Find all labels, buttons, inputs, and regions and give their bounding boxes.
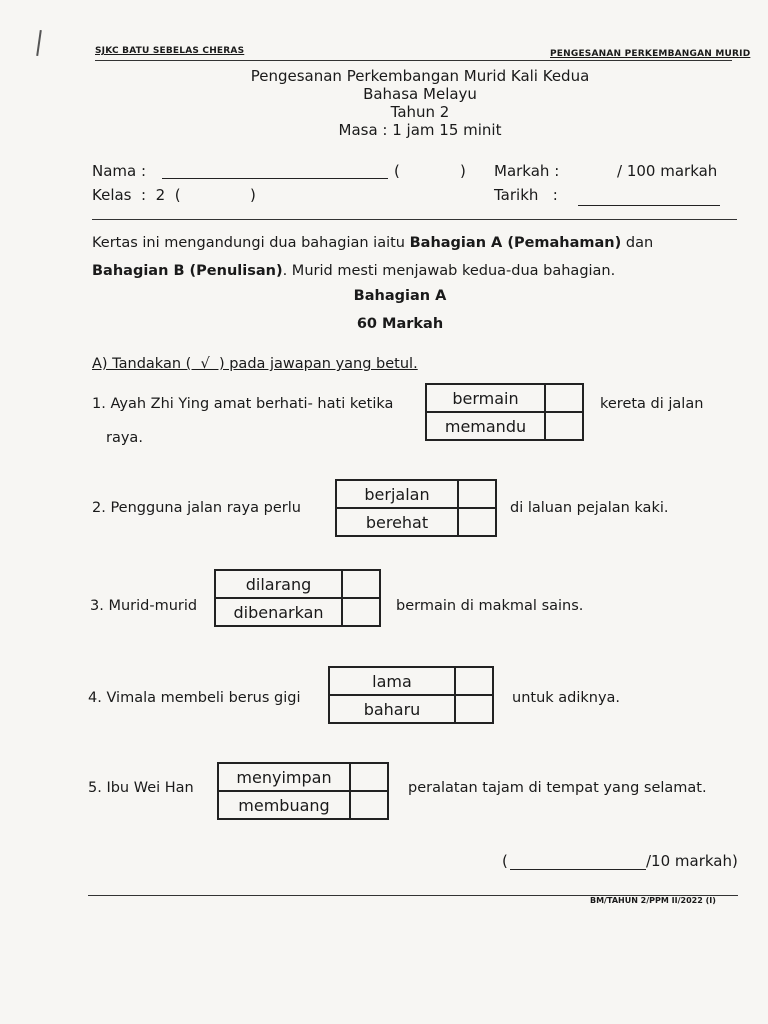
option-3a-checkbox[interactable] bbox=[342, 570, 380, 598]
class-bracket-close: ) bbox=[250, 186, 256, 204]
header-rule bbox=[95, 60, 732, 61]
option-3a-label: dilarang bbox=[215, 570, 342, 598]
name-label: Nama : bbox=[92, 162, 147, 180]
pencil-mark bbox=[36, 30, 42, 56]
option-4a-label: lama bbox=[329, 667, 455, 695]
question-5-options bbox=[217, 762, 389, 820]
marks-label: Markah : bbox=[494, 162, 560, 180]
class-label: Kelas : 2 ( bbox=[92, 186, 181, 204]
intro-line-2: Bahagian B (Penulisan). Murid mesti menjawab kedua-dua bahagian. bbox=[92, 263, 616, 279]
option-2a-label: berjalan bbox=[336, 480, 458, 508]
option-2b-checkbox[interactable] bbox=[458, 508, 496, 536]
option-3b-checkbox[interactable] bbox=[342, 598, 380, 626]
date-label: Tarikh : bbox=[494, 186, 558, 204]
question-4-before: 4. Vimala membeli berus gigi bbox=[88, 690, 301, 706]
score-total: /10 markah) bbox=[646, 852, 738, 870]
section-name: Bahagian A bbox=[353, 288, 447, 304]
option-1b-checkbox[interactable] bbox=[545, 412, 583, 440]
question-3-after: bermain di makmal sains. bbox=[396, 598, 584, 614]
question-3-before: 3. Murid-murid bbox=[90, 598, 198, 614]
name-input-line[interactable] bbox=[162, 178, 388, 179]
page-title: Pengesanan Perkembangan Murid Kali Kedua bbox=[250, 67, 590, 85]
option-5a-checkbox[interactable] bbox=[350, 763, 388, 791]
fields-rule bbox=[92, 219, 737, 220]
option-5a-label: menyimpan bbox=[218, 763, 350, 791]
question-1-after-cont: raya. bbox=[106, 430, 143, 446]
question-5-after: peralatan tajam di tempat yang selamat. bbox=[408, 780, 707, 796]
option-4a-checkbox[interactable] bbox=[455, 667, 493, 695]
document-type: PENGESANAN PERKEMBANGAN MURID bbox=[550, 49, 751, 59]
question-1-before: 1. Ayah Zhi Ying amat berhati- hati ketika bbox=[92, 396, 394, 412]
option-2b-label: berehat bbox=[336, 508, 458, 536]
score-input-line[interactable] bbox=[510, 869, 646, 870]
marks-total: / 100 markah bbox=[617, 162, 718, 180]
option-4b-label: baharu bbox=[329, 695, 455, 723]
year: Tahun 2 bbox=[390, 103, 450, 121]
intro-line-1: Kertas ini mengandungi dua bahagian iaitu Bahagian A (Pemahaman) dan bbox=[92, 235, 654, 251]
section-marks: 60 Markah bbox=[356, 316, 444, 332]
option-1a-checkbox[interactable] bbox=[545, 384, 583, 412]
footer-code: BM/TAHUN 2/PPM II/2022 (I) bbox=[590, 896, 716, 905]
question-1-options bbox=[425, 383, 584, 441]
school-name: SJKC BATU SEBELAS CHERAS bbox=[95, 46, 245, 56]
score-bracket-open: ( bbox=[502, 852, 508, 870]
option-1a-label: bermain bbox=[426, 384, 545, 412]
date-input-line[interactable] bbox=[578, 205, 720, 206]
option-2a-checkbox[interactable] bbox=[458, 480, 496, 508]
option-1b-label: memandu bbox=[426, 412, 545, 440]
subject: Bahasa Melayu bbox=[363, 85, 477, 103]
question-2-after: di laluan pejalan kaki. bbox=[510, 500, 669, 516]
option-4b-checkbox[interactable] bbox=[455, 695, 493, 723]
question-2-options bbox=[335, 479, 497, 537]
number-bracket-close: ) bbox=[460, 162, 466, 180]
question-4-options bbox=[328, 666, 494, 724]
question-5-before: 5. Ibu Wei Han bbox=[88, 780, 194, 796]
duration: Masa : 1 jam 15 minit bbox=[338, 121, 502, 139]
option-3b-label: dibenarkan bbox=[215, 598, 342, 626]
question-2-before: 2. Pengguna jalan raya perlu bbox=[92, 500, 301, 516]
question-1-after: kereta di jalan bbox=[600, 396, 704, 412]
option-5b-checkbox[interactable] bbox=[350, 791, 388, 819]
question-4-after: untuk adiknya. bbox=[512, 690, 621, 706]
number-bracket-open: ( bbox=[394, 162, 400, 180]
option-5b-label: membuang bbox=[218, 791, 350, 819]
instruction: A) Tandakan ( √ ) pada jawapan yang betul. bbox=[92, 356, 418, 372]
question-3-options bbox=[214, 569, 381, 627]
